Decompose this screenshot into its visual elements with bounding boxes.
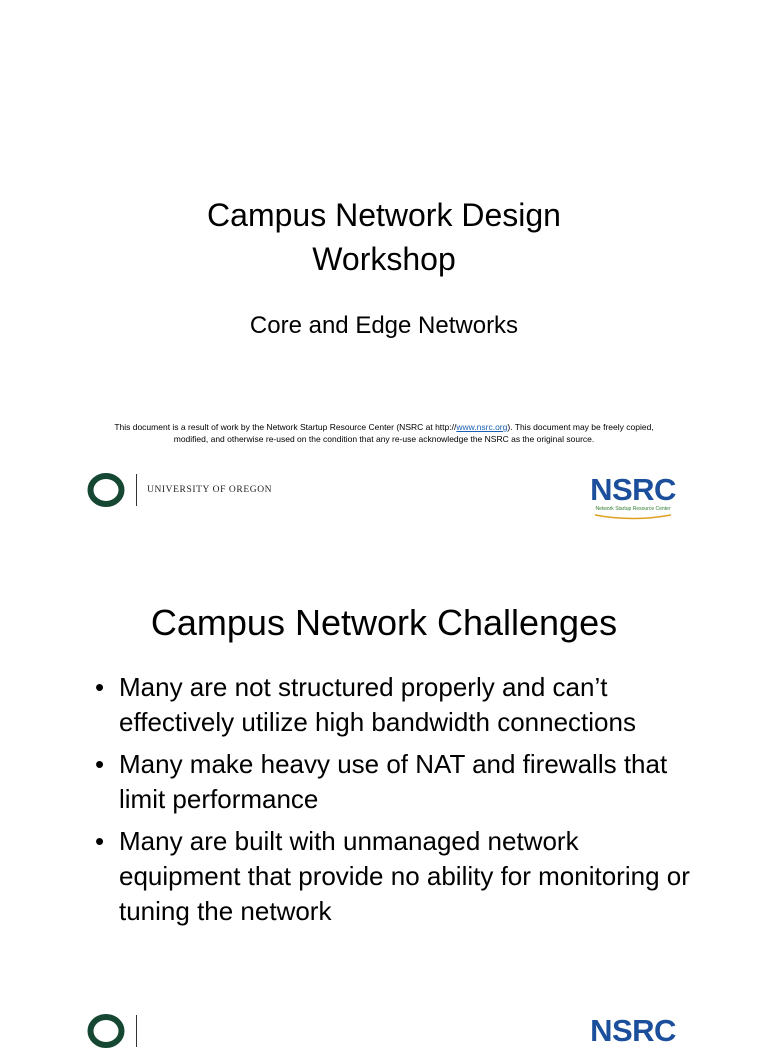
notice-text-after-link: ). This document may be freely copied, modified, and otherwise re-used on the condition that any re-use acknowledge the NSRC as the original source. [173, 422, 654, 444]
university-of-oregon-logo-partial [88, 1014, 147, 1048]
university-of-oregon-o-logo-icon [88, 1014, 124, 1048]
presentation-title [0, 193, 768, 281]
bullet-text: Many make heavy use of NAT and firewalls that limit performance [119, 749, 668, 814]
nsrc-logo-partial [588, 1015, 678, 1047]
nsrc-logo-wordmark: NSRC [590, 472, 676, 507]
logo-divider [136, 474, 137, 506]
bullet-text: Many are built with unmanaged network equipment that provide no ability for monitoring or tuning the network [119, 826, 690, 926]
nsrc-logo-wordmark: NSRC [590, 1013, 676, 1048]
nsrc-swoosh-icon [593, 513, 673, 521]
university-of-oregon-wordmark: UNIVERSITY OF OREGON [147, 485, 273, 495]
bullet-marker: • [95, 826, 105, 856]
bullet-item [95, 747, 695, 817]
university-of-oregon-o-logo-icon [88, 473, 124, 507]
university-of-oregon-logo [88, 473, 272, 507]
bullet-item [95, 670, 695, 740]
logo-divider [136, 1015, 137, 1047]
copyright-notice [100, 421, 668, 445]
bullet-marker: • [95, 749, 105, 779]
slide-title: Campus Network Challenges [150, 602, 618, 643]
presentation-subtitle: Core and Edge Networks [249, 312, 519, 339]
bullet-item [95, 824, 695, 929]
bullet-marker: • [95, 672, 105, 702]
nsrc-logo-tagline: Network Startup Resource Center [595, 506, 671, 512]
slide-campus-network-challenges [0, 560, 768, 1048]
presentation-title-line-1: Campus Network Design [207, 197, 561, 233]
presentation-title-line-2: Workshop [312, 241, 456, 277]
nsrc-website-link[interactable]: www.nsrc.org [456, 422, 508, 432]
nsrc-logo [588, 474, 678, 521]
notice-text-before-link: This document is a result of work by the Network Startup Resource Center (NSRC at http:// [114, 422, 457, 432]
bullet-list [95, 670, 695, 936]
bullet-text: Many are not structured properly and can’t effectively utilize high bandwidth connections [119, 672, 636, 737]
